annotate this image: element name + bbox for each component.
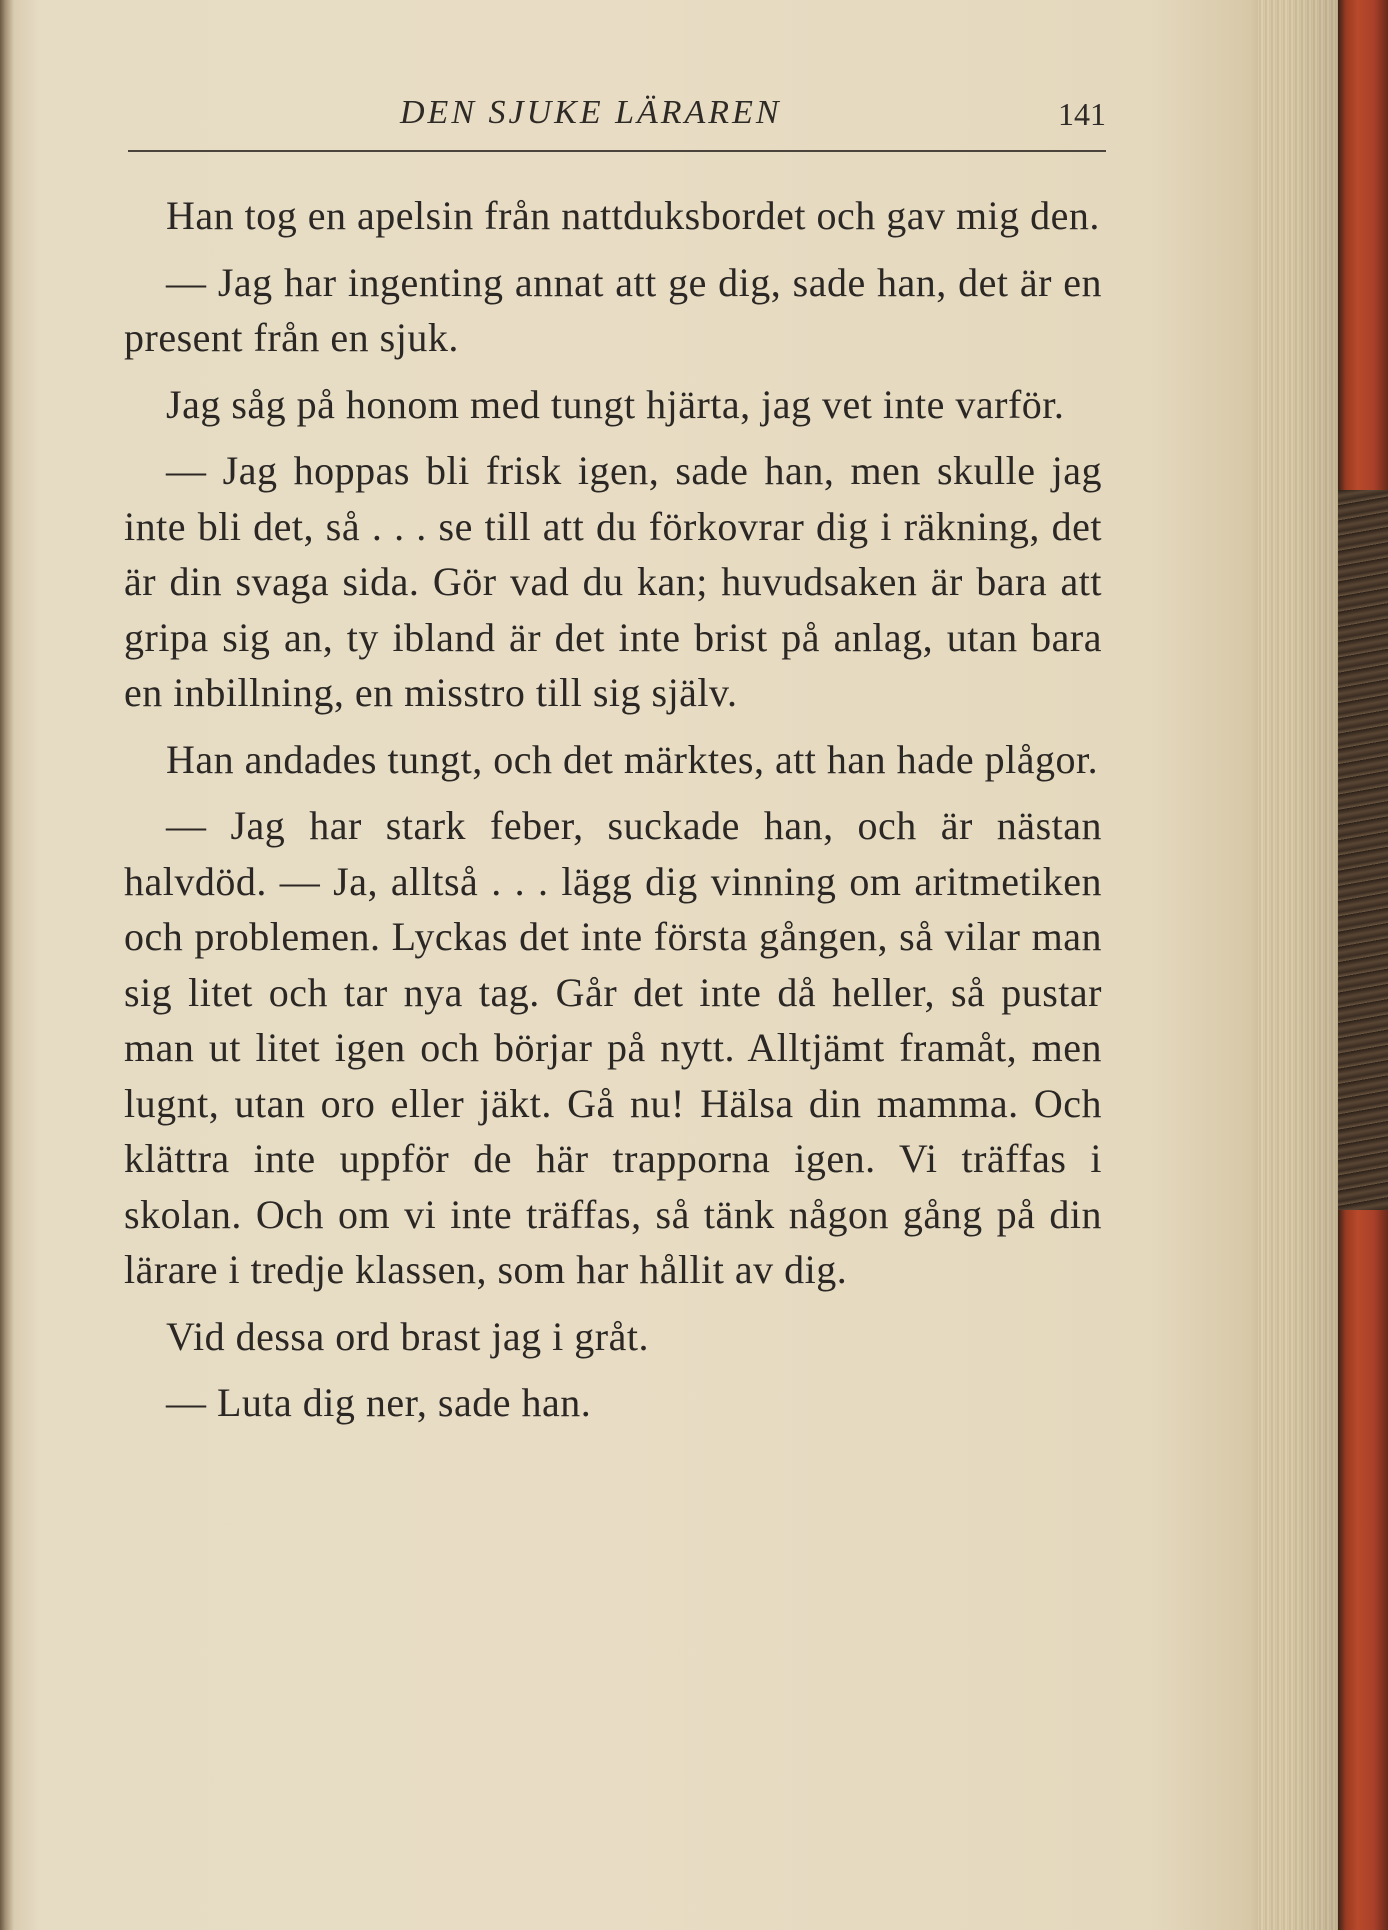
paragraph: Han tog en apelsin från nattduksbordet och gav mig den. (166, 193, 1100, 238)
paragraph: — Jag har stark feber, suckade han, och är nästan halvdöd. — Ja, alltså . . . lägg dig vinning om aritmetiken och problemen. Lyckas det inte första gången, så vilar man sig litet och tar nya tag. Går det inte då heller, så pustar man ut litet igen och börjar på nytt. Alltjämt framåt, men lugnt, utan oro eller jäkt. Gå nu! Hälsa din mamma. Och klättra inte uppför de här trapporna igen. Vi träffas i skolan. Och om vi inte träffas, så tänk någon gång på din lärare i tredje klassen, som har hållit av dig. (124, 803, 1102, 1292)
paragraph: Han andades tungt, och det märktes, att han hade plågor. (166, 736, 1099, 782)
page-header (128, 90, 1106, 150)
paragraph: — Luta dig ner, sade han. (166, 1380, 592, 1425)
header-rule (128, 150, 1106, 152)
paragraph: — Jag har ingenting annat att ge dig, sade han, det är en present från en sjuk. (124, 259, 1102, 360)
body-text (124, 188, 1102, 1442)
paragraph: Vid dessa ord brast jag i gråt. (166, 1313, 649, 1359)
paragraph: — Jag hoppas bli frisk igen, sade han, men skulle jag inte bli det, så . . . se till att du förkovrar dig i räkning, det är din svaga sida. Gör vad du kan; huvudsaken är bara att gripa sig an, ty ibland är det inte brist på anlag, utan bara en inbillning, en misstro till sig själv. (124, 448, 1102, 715)
paragraph: Jag såg på honom med tungt hjärta, jag vet inte varför. (166, 381, 1065, 427)
running-head: DEN SJUKE LÄRAREN (400, 94, 782, 131)
page-edges (1258, 0, 1338, 1930)
spine-label (1338, 490, 1388, 1210)
page-number: 141 (1058, 96, 1106, 132)
